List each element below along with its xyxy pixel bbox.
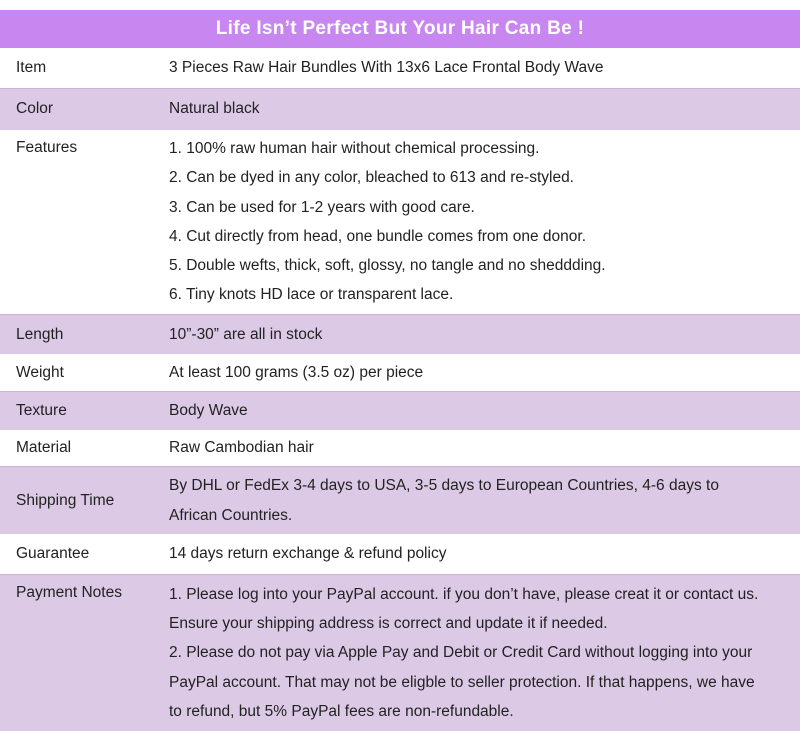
spec-row-guarantee — [0, 534, 800, 574]
guarantee-label: Guarantee — [16, 545, 90, 563]
length-label: Length — [16, 325, 64, 343]
spec-table — [0, 48, 800, 731]
feature-line: 4. Cut directly from head, one bundle comes from one donor. — [169, 227, 587, 245]
spec-row-shipping — [0, 466, 800, 534]
shipping-line: By DHL or FedEx 3-4 days to USA, 3-5 days to European Countries, 4-6 days to — [169, 477, 719, 495]
length-value: 10”-30” are all in stock — [169, 325, 323, 343]
guarantee-value: 14 days return exchange & refund policy — [169, 545, 447, 563]
feature-line: 2. Can be dyed in any color, bleached to 613 and re-styled. — [169, 169, 574, 187]
feature-line: 5. Double wefts, thick, soft, glossy, no tangle and no sheddding. — [169, 257, 606, 275]
features-value — [153, 130, 800, 314]
payment-line: PayPal account. That may not be eligble to seller protection. If that happens, we have — [169, 673, 755, 691]
features-label: Features — [16, 139, 78, 156]
spec-row-item — [0, 48, 800, 88]
payment-label: Payment Notes — [16, 583, 122, 601]
spec-row-features — [0, 130, 800, 314]
spec-row-length — [0, 314, 800, 354]
color-value: Natural black — [169, 100, 260, 118]
weight-label: Weight — [16, 363, 64, 381]
spec-row-texture — [0, 391, 800, 430]
texture-label: Texture — [16, 402, 67, 420]
payment-line: 1. Please log into your PayPal account. if you don’t have, please creat it or contact us. — [169, 585, 759, 603]
spec-row-weight — [0, 354, 800, 391]
feature-line: 3. Can be used for 1-2 years with good care. — [169, 198, 475, 216]
weight-value: At least 100 grams (3.5 oz) per piece — [169, 363, 424, 381]
item-label: Item — [16, 58, 47, 76]
material-value: Raw Cambodian hair — [169, 439, 314, 457]
payment-line: Ensure your shipping address is correct and update it if needed. — [169, 615, 608, 633]
payment-line: to refund, but 5% PayPal fees are non-refundable. — [169, 702, 514, 720]
spec-row-material — [0, 430, 800, 466]
payment-line: 2. Please do not pay via Apple Pay and Debit or Credit Card without logging into your — [169, 644, 753, 662]
feature-line: 1. 100% raw human hair without chemical processing. — [169, 140, 540, 157]
material-label: Material — [16, 439, 72, 457]
banner-title: Life Isn’t Perfect But Your Hair Can Be ! — [0, 10, 800, 48]
spec-row-payment — [0, 574, 800, 731]
texture-value: Body Wave — [169, 402, 248, 420]
shipping-value — [153, 466, 800, 534]
feature-line: 6. Tiny knots HD lace or transparent lace. — [169, 286, 454, 304]
spec-row-color — [0, 88, 800, 130]
shipping-label: Shipping Time — [16, 491, 115, 509]
payment-value — [153, 574, 800, 731]
item-value: 3 Pieces Raw Hair Bundles With 13x6 Lace Frontal Body Wave — [169, 58, 604, 76]
shipping-line: African Countries. — [169, 506, 293, 524]
color-label: Color — [16, 100, 54, 118]
